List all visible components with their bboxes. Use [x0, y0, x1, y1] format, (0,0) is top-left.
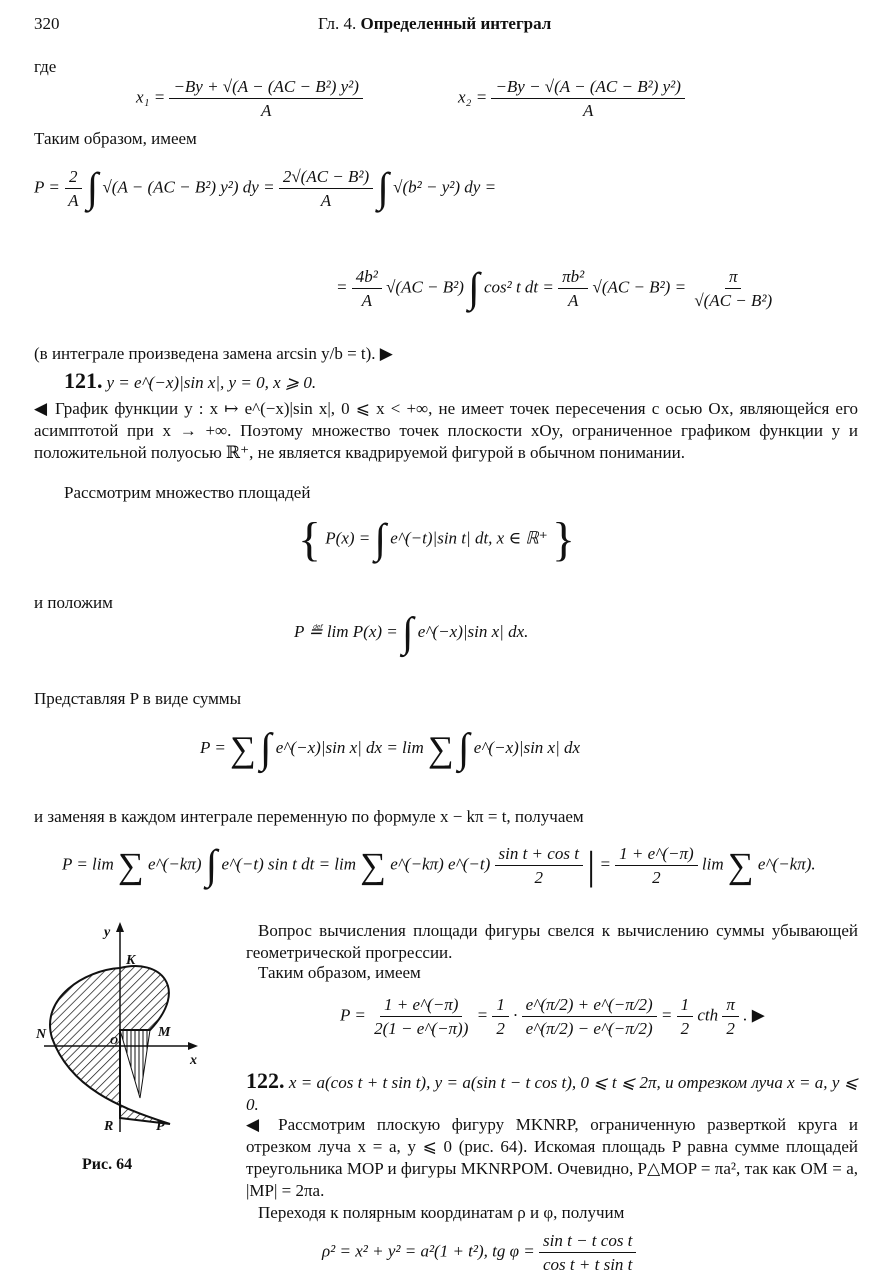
chapter-title: Определенный интеграл	[360, 14, 552, 33]
paragraph-122: ◀ Рассмотрим плоскую фигуру MKNRP, ограниченную разверткой круга и отрезком луча x = a, y ⩽ 0 (рис. 64). Искомая площадь P равна сумме площадей треугольника MOP и фигуры MKNRPOM. Очевидно, P△MOP = πa², так как OM = a, |MP| = 2πa.	[246, 1115, 858, 1200]
text-predst: Представляя P в виде суммы	[34, 689, 242, 708]
P-eq2-eq: =	[336, 277, 348, 297]
frac-1-e: $\frac{1 + e\^{}(-\pi)}{2}$	[615, 843, 698, 888]
x1-numerator: −By + √(A − (AC − B²) y²)	[169, 76, 362, 99]
text-zamena: (в интеграле произведена замена arcsin y/b = t). ▶	[34, 344, 393, 363]
sum-lhs: P =	[200, 737, 226, 757]
def-lhs: P ≝ lim P(x) =	[294, 621, 398, 641]
sum-middle: e^(−x)|sin x| dx = lim	[275, 737, 424, 757]
paragraph-121: ◀ График функции y : x ↦ e^(−x)|sin x|, 0 ⩽ x < +∞, не имеет точек пересечения с осью Ox, являющейся его асимптотой при x → +∞. Поэтому множество точек плоскости xOy, ограниченное графиком функции y и положительной полуосью ℝ⁺, не является квадрируемой фигурой в обычном понимании.	[34, 399, 858, 462]
cth-cth: cth	[697, 1005, 719, 1025]
frac-pi-over-2: $\frac{\pi}{2}$	[722, 994, 739, 1039]
tg-numerator: sin t − t cos t	[539, 1230, 636, 1253]
formula-cth	[340, 994, 765, 1039]
integral-sign: ∫	[205, 842, 218, 889]
text-polozhim: и положим	[34, 593, 113, 612]
cth-end: . ▶	[743, 1005, 765, 1025]
text-takim1: Таким образом, имеем	[34, 129, 197, 148]
problem-122-number: 122.	[246, 1068, 285, 1093]
x2-denominator: A	[582, 101, 594, 120]
x1-denominator: A	[260, 101, 272, 120]
tg-denominator: cos t + t sin t	[543, 1255, 633, 1274]
problem-122-statement: x = a(cos t + t sin t), y = a(sin t − t cos t), 0 ⩽ t ⩽ 2π, и отрезком луча x = a, y ⩽ 0.	[246, 1073, 859, 1114]
problem-121-statement: y = e^(−x)|sin x|, y = 0, x ⩾ 0.	[106, 373, 317, 392]
limit-lhs: P = lim	[62, 854, 114, 874]
text-takim2: Таким образом, имеем	[258, 963, 421, 982]
text-rassm: Рассмотрим множество площадей	[64, 483, 311, 502]
limit-exp: e^(−kπ)	[147, 854, 202, 874]
integral-sign: ∫	[86, 165, 99, 212]
x-axis-arrow	[188, 1042, 198, 1050]
integral-sign: ∫	[457, 726, 470, 772]
sum-sign: ∑	[118, 845, 144, 886]
limit-lim: lim	[701, 854, 724, 874]
running-header	[318, 14, 551, 34]
integral-sign: ∫	[468, 265, 480, 312]
label-O: O	[110, 1035, 118, 1047]
label-N: N	[36, 1027, 47, 1042]
label-M: M	[158, 1025, 171, 1040]
limit-exp2: e^(−kπ) e^(−t)	[390, 854, 491, 874]
problem-121	[64, 368, 316, 394]
def-integrand: e^(−x)|sin x| dx.	[417, 621, 529, 641]
formula-rho	[322, 1230, 636, 1275]
x1-fraction	[169, 76, 362, 121]
frac-2sqrt-over-A: $\frac{\text{2√(AC − B²)}}{A}$	[279, 166, 373, 211]
P-eq2-sqrt: √(AC − B²)	[386, 277, 464, 297]
label-R: R	[104, 1119, 114, 1134]
sum-sign: ∑	[230, 729, 256, 769]
frac-tg	[539, 1230, 636, 1275]
cth-eq: =	[476, 1005, 489, 1025]
y-axis-arrow	[116, 922, 124, 932]
P-eq1-integrand2: √(b² − y²) dy =	[393, 177, 497, 197]
frac-pib2-over-A: $\frac{\text{πb²}}{A}$	[558, 266, 588, 311]
integral-sign: ∫	[259, 726, 272, 772]
label-y: y	[104, 925, 111, 940]
limit-eq: =	[599, 854, 611, 874]
sum-sign: ∑	[727, 845, 754, 886]
formula-limit: P = lim ∑ e^(−kπ) ∫ e^(−t) sin t dt = lim ∑ e^(−kπ) e^(−t) $\frac{\text{sin t + cos t}}{2}$ | = $\frac{1 + e\^{}(-\pi)}{2}$ lim ∑ e^(−kπ).	[62, 842, 816, 889]
text-gde: где	[34, 57, 57, 76]
figure-caption: Рис. 64	[82, 1156, 133, 1173]
frac-sin-cos: $\frac{\text{sin t + cos t}}{2}$	[495, 843, 583, 888]
x1-label: x₁ =	[136, 87, 166, 107]
frac-half: $\frac{1}{2}$	[492, 994, 509, 1039]
x2-fraction	[491, 76, 684, 121]
cth-lhs: P =	[340, 1005, 366, 1025]
integral-sign: ∫	[402, 610, 414, 656]
P-eq1-integrand: √(A − (AC − B²) y²) dy =	[102, 177, 275, 197]
x2-label: x₂ =	[458, 87, 488, 107]
frac-pi-over-sqrt: $\frac{\pi}{\text{√(AC − B²)}}$	[694, 267, 773, 310]
formula-P-line2	[336, 266, 776, 311]
integral-sign: ∫	[374, 516, 387, 563]
triangle-region	[120, 1030, 150, 1098]
cth-eq2: =	[660, 1005, 673, 1025]
formula-x1	[136, 76, 363, 121]
integral-sign: ∫	[377, 165, 389, 212]
formula-x2	[458, 76, 685, 121]
cth-dot: ·	[513, 1005, 518, 1025]
text-zamen: и заменяя в каждом интеграле переменную по формуле x − kπ = t, получаем	[34, 807, 584, 826]
frac-4b2-over-A: $\frac{\text{4b²}}{A}$	[352, 266, 382, 311]
text-polar: Переходя к полярным координатам ρ и φ, получим	[258, 1203, 625, 1222]
problem-121-number: 121.	[64, 368, 103, 393]
sum-right: e^(−x)|sin x| dx	[473, 737, 581, 757]
label-K: K	[126, 953, 136, 968]
frac-2-over-A: $\frac{2}{A}$	[64, 166, 82, 211]
label-P: P	[156, 1119, 165, 1134]
limit-tail: e^(−kπ).	[757, 854, 816, 874]
P-eq1-lhs: P =	[34, 177, 60, 197]
page-number: 320	[34, 14, 60, 33]
formula-set: { P(x) = ∫ e^(−t)|sin t| dt, x ∈ ℝ⁺ }	[298, 513, 576, 566]
P-eq2-integrand: cos² t dt =	[483, 277, 554, 297]
paragraph-vopros: Вопрос вычисления площади фигуры свелся к вычислению суммы убывающей геометрической прогрессии.	[246, 921, 858, 962]
frac-half2: $\frac{1}{2}$	[677, 994, 694, 1039]
rho-lhs: ρ² = x² + y² = a²(1 + t²), tg φ =	[322, 1241, 535, 1261]
chapter-label: Гл. 4.	[318, 14, 357, 33]
sum-sign: ∑	[360, 845, 386, 886]
P-eq2-sqrt2: √(AC − B²) =	[592, 277, 687, 297]
set-integrand: e^(−t)|sin t| dt, x ∈ ℝ⁺	[390, 528, 548, 548]
label-x: x	[190, 1053, 197, 1068]
formula-def	[294, 612, 528, 654]
figure-64	[30, 918, 210, 1138]
formula-sum	[200, 728, 580, 770]
problem-122	[246, 1070, 858, 1116]
set-lhs: P(x) =	[325, 528, 371, 548]
x2-numerator: −By − √(A − (AC − B²) y²)	[491, 76, 684, 99]
limit-integrand: e^(−t) sin t dt = lim	[221, 854, 357, 874]
sum-sign: ∑	[428, 729, 454, 769]
frac-1e-over-2-1e: $\frac{1 + e\^{}(-\pi)}{2(1 - e\^{}(-\pi))}$	[374, 995, 469, 1038]
formula-P-line1	[34, 166, 496, 211]
frac-exp: $\frac{e\^{}(\pi/2) + e\^{}(-\pi/2)}{e\^{}(\pi/2) - e\^{}(-\pi/2)}$	[522, 994, 657, 1039]
